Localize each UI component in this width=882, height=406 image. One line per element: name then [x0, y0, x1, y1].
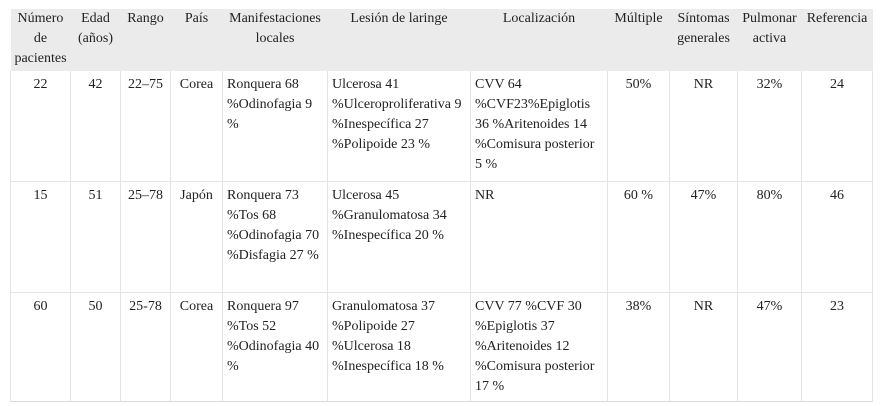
table-cell: NR: [670, 293, 738, 402]
table-cell: 22: [11, 71, 71, 182]
header-cell: Síntomas generales: [670, 9, 738, 71]
table-cell: 22–75: [121, 71, 171, 182]
header-cell: Pulmonar activa: [738, 9, 802, 71]
table-cell: 47%: [738, 293, 802, 402]
table-row: [11, 182, 873, 293]
table-cell: Japón: [171, 182, 223, 293]
table-cell: Granulomatosa 37 %Polipoide 27 %Ulcerosa 18 %Inespecífica 18 %: [328, 293, 471, 402]
table-cell: 47%: [670, 182, 738, 293]
table-cell: Ronquera 97 %Tos 52 %Odinofagia 40 %: [223, 293, 328, 402]
table-row: [11, 293, 873, 402]
table-cell: 24: [802, 71, 873, 182]
table-cell: CVV 77 %CVF 30 %Epiglotis 37 %Aritenoides 12 %Comisura posterior 17 %: [471, 293, 608, 402]
table-cell: 25-78: [121, 293, 171, 402]
header-cell: Manifestaciones locales: [223, 9, 328, 71]
table-cell: Corea: [171, 71, 223, 182]
table-cell: NR: [471, 182, 608, 293]
table-cell: 80%: [738, 182, 802, 293]
table-cell: 38%: [608, 293, 670, 402]
table-cell: 60: [11, 293, 71, 402]
table-cell: Ulcerosa 45 %Granulomatosa 34 %Inespecífica 20 %: [328, 182, 471, 293]
header-cell: Múltiple: [608, 9, 670, 71]
header-cell: Número de pacientes: [11, 9, 71, 71]
table-cell: 50: [71, 293, 121, 402]
table-cell: 42: [71, 71, 121, 182]
clinical-table: [10, 9, 873, 402]
header-cell: Localización: [471, 9, 608, 71]
header-cell: Lesión de laringe: [328, 9, 471, 71]
table-cell: 60 %: [608, 182, 670, 293]
table-cell: 15: [11, 182, 71, 293]
table-cell: 51: [71, 182, 121, 293]
table-cell: 25–78: [121, 182, 171, 293]
table-cell: 46: [802, 182, 873, 293]
table-cell: 32%: [738, 71, 802, 182]
header-row: [11, 9, 873, 71]
table-cell: CVV 64 %CVF23%Epiglotis 36 %Aritenoides 14 %Comisura posterior 5 %: [471, 71, 608, 182]
table-cell: 23: [802, 293, 873, 402]
header-cell: Edad (años): [71, 9, 121, 71]
table-cell: NR: [670, 71, 738, 182]
header-cell: País: [171, 9, 223, 71]
header-cell: Rango: [121, 9, 171, 71]
header-cell: Referencia: [802, 9, 873, 71]
table-cell: Ulcerosa 41 %Ulceroproliferativa 9 %Inespecífica 27 %Polipoide 23 %: [328, 71, 471, 182]
table-cell: 50%: [608, 71, 670, 182]
table-cell: Ronquera 73 %Tos 68 %Odinofagia 70 %Disfagia 27 %: [223, 182, 328, 293]
table-row: [11, 71, 873, 182]
table-cell: Corea: [171, 293, 223, 402]
table-cell: Ronquera 68 %Odinofagia 9 %: [223, 71, 328, 182]
